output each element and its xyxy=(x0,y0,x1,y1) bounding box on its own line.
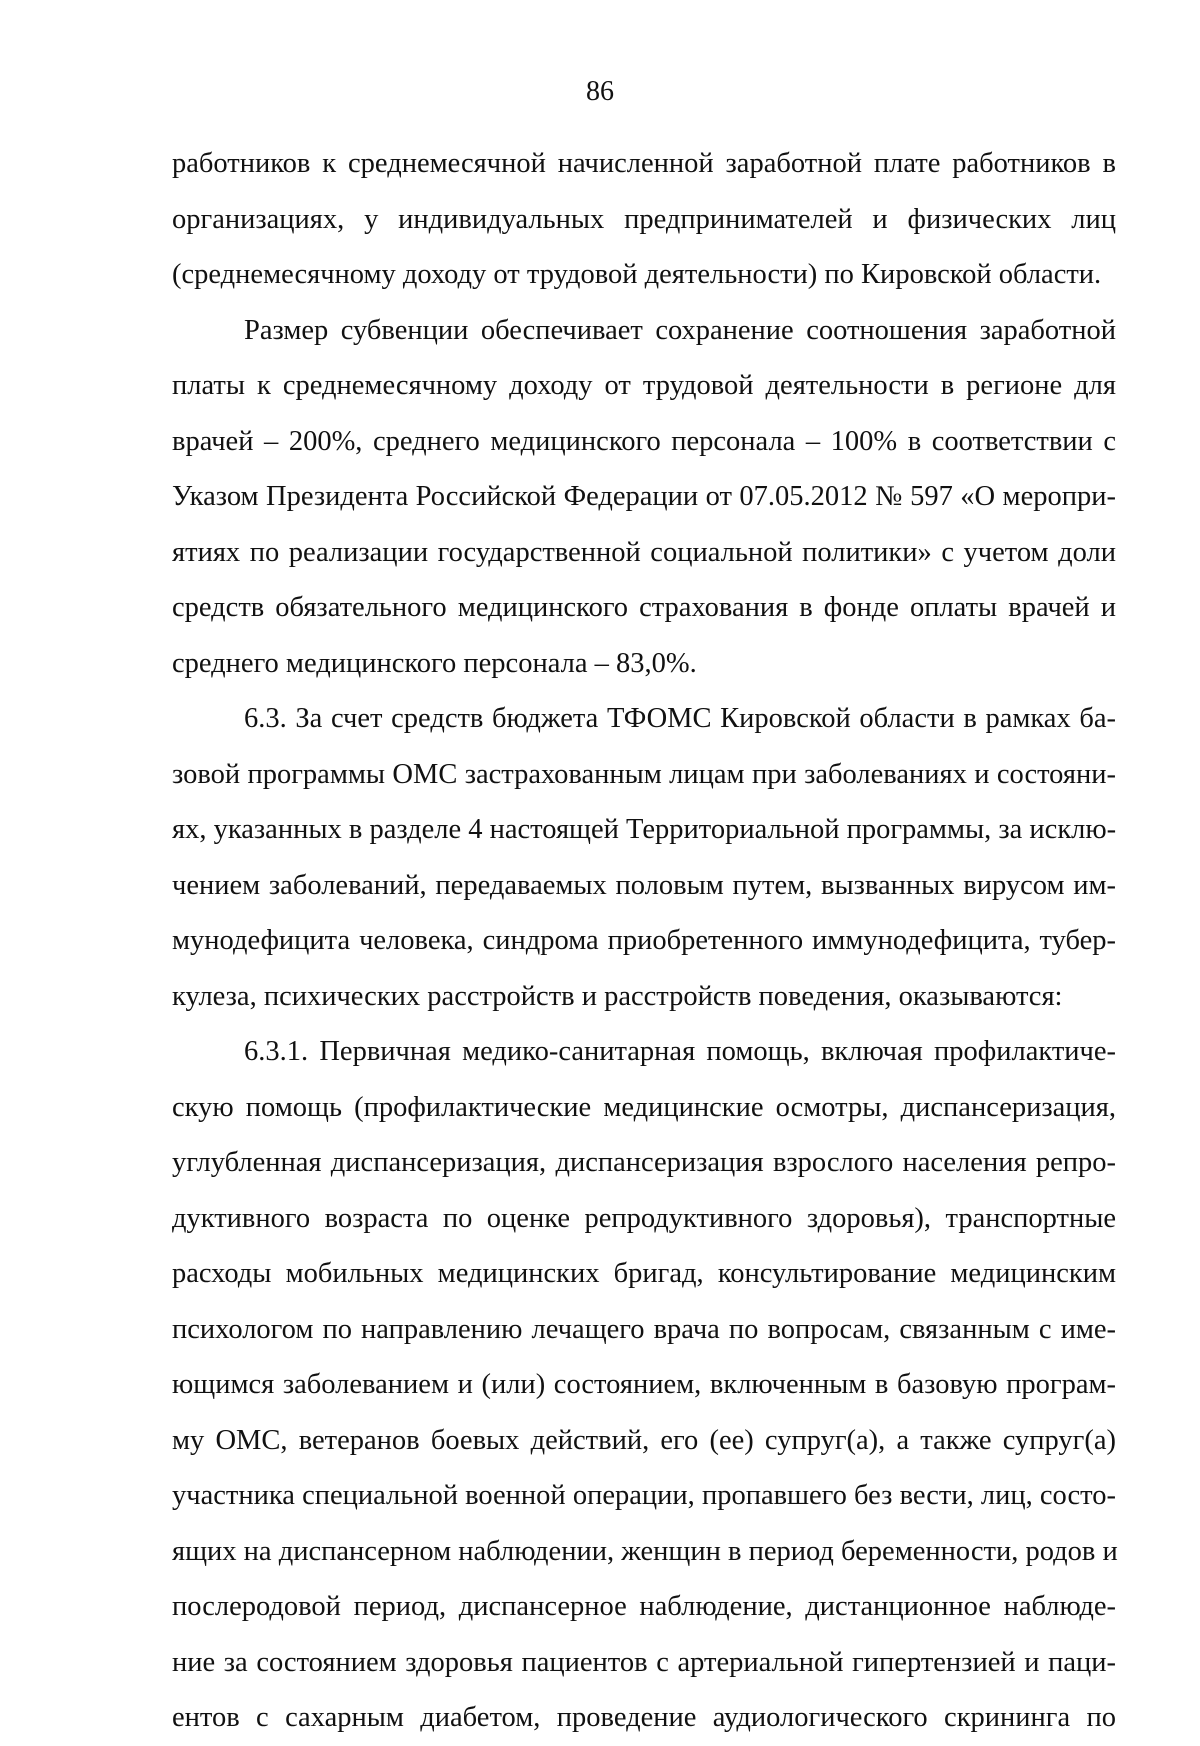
text-line: (среднемесячному доходу от трудовой деятельности) по Кировской области. xyxy=(172,259,1102,290)
text-line: средств обязательного медицинского страхования в фонде оплаты врачей и xyxy=(172,592,1116,623)
text-line: мунодефицита человека, синдрома приобретенного иммунодефицита, тубер- xyxy=(172,925,1116,956)
text-line: 6.3. За счет средств бюджета ТФОМС Кировской области в рамках ба- xyxy=(244,703,1116,734)
text-line: Указом Президента Российской Федерации от 07.05.2012 № 597 «О меропри- xyxy=(172,481,1116,512)
body-text xyxy=(172,136,1116,1746)
text-line: углубленная диспансеризация, диспансеризация взрослого населения репро- xyxy=(172,1147,1116,1178)
paragraph-subvention xyxy=(172,303,1116,692)
text-line: ятиях по реализации государственной социальной политики» с учетом доли xyxy=(172,536,1116,568)
text-line: ющимся заболеванием и (или) состоянием, включенным в базовую програм- xyxy=(172,1369,1116,1400)
text-line: дуктивного возраста по оценке репродуктивного здоровья), транспортные xyxy=(172,1202,1116,1234)
text-line: ях, указанных в разделе 4 настоящей Территориальной программы, за исклю- xyxy=(172,814,1117,845)
paragraph-section-6-3-1 xyxy=(172,1024,1116,1746)
text-line: чением заболеваний, передаваемых половым путем, вызванных вирусом им- xyxy=(172,869,1116,901)
text-line: ящих на диспансерном наблюдении, женщин в период беременности, родов и xyxy=(172,1535,1118,1567)
paragraph-continuation xyxy=(172,136,1116,303)
text-line: участника специальной военной операции, пропавшего без вести, лиц, состо- xyxy=(172,1480,1116,1511)
text-line: работников к среднемесячной начисленной заработной плате работников в xyxy=(172,148,1116,179)
text-line: Размер субвенции обеспечивает сохранение соотношения заработной xyxy=(244,314,1116,346)
text-line: ентов с сахарным диабетом, проведение аудиологического скрининга по xyxy=(172,1702,1116,1733)
text-line: платы к среднемесячному доходу от трудовой деятельности в регионе для xyxy=(172,370,1116,401)
text-line: организациях, у индивидуальных предпринимателей и физических лиц xyxy=(172,203,1116,235)
page-number: 86 xyxy=(586,76,614,107)
text-line: расходы мобильных медицинских бригад, консультирование медицинским xyxy=(172,1258,1116,1289)
text-line: 6.3.1. Первичная медико-санитарная помощь, включая профилактиче- xyxy=(244,1036,1116,1067)
text-line: му ОМС, ветеранов боевых действий, его (ее) супруг(а), а также супруг(а) xyxy=(172,1424,1116,1456)
text-line: психологом по направлению лечащего врача по вопросам, связанным с име- xyxy=(172,1313,1116,1345)
text-line: ние за состоянием здоровья пациентов с артериальной гипертензией и паци- xyxy=(172,1646,1116,1678)
text-line: скую помощь (профилактические медицинские осмотры, диспансеризация, xyxy=(172,1091,1116,1123)
text-line: врачей – 200%, среднего медицинского персонала – 100% в соответствии с xyxy=(172,425,1116,457)
text-line: среднего медицинского персонала – 83,0%. xyxy=(172,647,697,679)
text-line: кулеза, психических расстройств и расстройств поведения, оказываются: xyxy=(172,980,1063,1012)
text-line: послеродовой период, диспансерное наблюдение, дистанционное наблюде- xyxy=(172,1591,1116,1622)
text-line: зовой программы ОМС застрахованным лицам при заболеваниях и состояни- xyxy=(172,758,1116,790)
paragraph-section-6-3 xyxy=(172,691,1116,1024)
